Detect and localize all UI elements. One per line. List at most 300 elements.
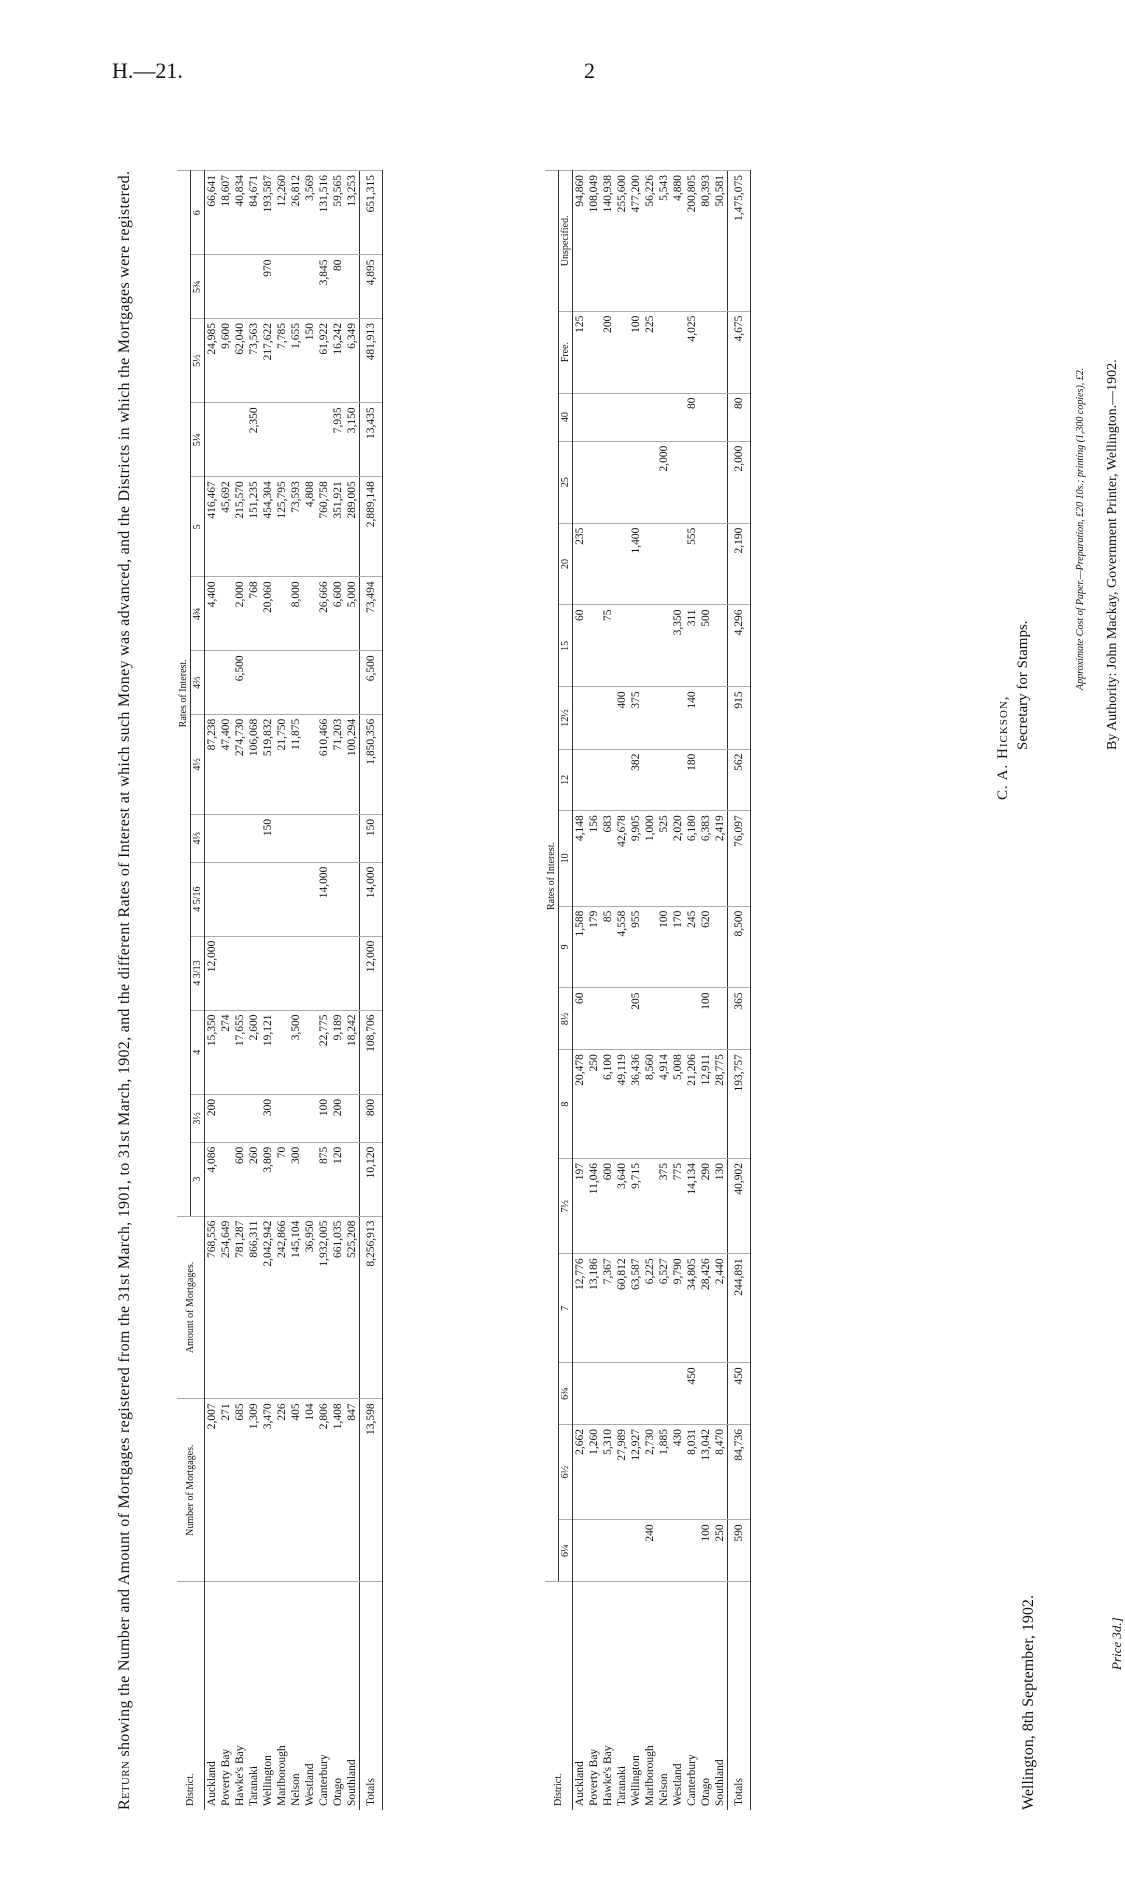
- table-cell: 311: [685, 605, 699, 687]
- table-cell: 661,035: [331, 1216, 345, 1399]
- table-cell: 56,226: [643, 171, 657, 312]
- table-cell: [205, 403, 220, 477]
- table-cell: 13,186: [587, 1254, 601, 1363]
- table-cell: [219, 1094, 233, 1142]
- table-cell: [345, 1142, 360, 1216]
- table-cell: [629, 393, 643, 441]
- table-cell: 4,086: [205, 1142, 220, 1216]
- table-cell: 375: [657, 1159, 671, 1254]
- table-cell: 47,400: [219, 714, 233, 814]
- table-cell: 84,671: [247, 171, 261, 256]
- table-cell: 1,400: [629, 523, 643, 605]
- district-name: Southland: [345, 1582, 360, 1811]
- table-cell: [289, 255, 303, 318]
- table-row: [247, 171, 261, 1811]
- table2-rate-header-9: 12: [559, 749, 573, 811]
- table-cell: [219, 936, 233, 1010]
- table-cell: [303, 936, 317, 1010]
- table-cell: 6,600: [331, 577, 345, 651]
- printer-authority: By Authority: John Mackay, Government Printer, Wellington.—1902.: [1105, 359, 1120, 750]
- table-cell: 6,349: [345, 318, 360, 402]
- table-cell: 6,383: [699, 811, 713, 906]
- table-cell: [629, 1520, 643, 1582]
- table1-rate-header-7: 4⅔: [191, 651, 205, 714]
- table-cell: [261, 651, 275, 714]
- table-cell: 500: [699, 605, 713, 687]
- table-cell: 12,927: [629, 1424, 643, 1519]
- table-cell: [587, 1520, 601, 1582]
- table-cell: [317, 814, 331, 862]
- table-cell: 5,008: [671, 1050, 685, 1159]
- totals-cell: 12,000: [360, 936, 383, 1010]
- table-row: [699, 171, 713, 1811]
- table-cell: [331, 936, 345, 1010]
- district-name: Taranaki: [247, 1582, 261, 1811]
- totals-cell: 4,296: [728, 605, 751, 687]
- table-cell: [289, 862, 303, 936]
- district-name: Wellington: [261, 1582, 275, 1811]
- table-cell: 477,200: [629, 171, 643, 312]
- totals-cell: 108,706: [360, 1010, 383, 1094]
- table2-rate-header-14: 40: [559, 393, 573, 441]
- table-cell: 170: [671, 906, 685, 988]
- table-cell: [219, 651, 233, 714]
- table-cell: 3,470: [261, 1399, 275, 1582]
- table-cell: 13,042: [699, 1424, 713, 1519]
- table-cell: [643, 523, 657, 605]
- table-cell: [219, 814, 233, 862]
- table-row: [233, 171, 247, 1811]
- table-cell: [615, 311, 629, 393]
- table-cell: 6,527: [657, 1254, 671, 1363]
- totals-cell: 73,494: [360, 577, 383, 651]
- table-cell: [643, 393, 657, 441]
- table-cell: [601, 1363, 615, 1425]
- table-cell: [713, 1363, 728, 1425]
- page-code: H.—21.: [112, 58, 183, 83]
- table-cell: 430: [671, 1424, 685, 1519]
- table-cell: 9,790: [671, 1254, 685, 1363]
- table-cell: 250: [713, 1520, 728, 1582]
- table-cell: [601, 749, 615, 811]
- table-cell: 205: [629, 988, 643, 1050]
- table-cell: 85: [601, 906, 615, 988]
- cost-note: Approximate Cost of Paper.—Preparation, £20 10s.; printing (1,300 copies), £2.: [1075, 367, 1086, 690]
- table-cell: [587, 441, 601, 523]
- totals-cell: 14,000: [360, 862, 383, 936]
- t1-rates-header: Rates of Interest.: [177, 171, 191, 1217]
- table-cell: 18,607: [219, 171, 233, 256]
- table-cell: [233, 936, 247, 1010]
- table-cell: 875: [317, 1142, 331, 1216]
- table-cell: [289, 1094, 303, 1142]
- table-cell: [205, 862, 220, 936]
- table-cell: [303, 577, 317, 651]
- table-cell: 21,206: [685, 1050, 699, 1159]
- table-cell: 73,593: [289, 477, 303, 577]
- table-cell: 7,367: [601, 1254, 615, 1363]
- table-cell: [219, 862, 233, 936]
- table-cell: [247, 255, 261, 318]
- table-cell: 20,060: [261, 577, 275, 651]
- district-name: Otago: [331, 1582, 345, 1811]
- table-cell: 9,715: [629, 1159, 643, 1254]
- table-cell: [643, 988, 657, 1050]
- table-cell: 1,655: [289, 318, 303, 402]
- table-cell: 15,350: [205, 1010, 220, 1094]
- table-cell: 9,905: [629, 811, 643, 906]
- district-name: Hawke's Bay: [233, 1582, 247, 1811]
- table-cell: 73,563: [247, 318, 261, 402]
- table-cell: [671, 523, 685, 605]
- table-cell: [671, 988, 685, 1050]
- table-cell: [303, 714, 317, 814]
- district-name: Marlborough: [643, 1582, 657, 1811]
- table-cell: 200: [331, 1094, 345, 1142]
- table-cell: [275, 403, 289, 477]
- table-cell: 151,235: [247, 477, 261, 577]
- table-cell: 45,692: [219, 477, 233, 577]
- totals-cell: 651,315: [360, 171, 383, 256]
- table-cell: [261, 403, 275, 477]
- table-cell: 80: [331, 255, 345, 318]
- table-cell: 5,310: [601, 1424, 615, 1519]
- district-name: Auckland: [573, 1582, 588, 1811]
- table-cell: 610,466: [317, 714, 331, 814]
- table-cell: [247, 814, 261, 862]
- signature-name: C. A. Hickson,: [995, 695, 1011, 800]
- table-cell: [587, 687, 601, 749]
- table-cell: [615, 988, 629, 1050]
- t2-rates-header: Rates of Interest.: [545, 171, 559, 1582]
- district-name: Nelson: [289, 1582, 303, 1811]
- table-row: [615, 171, 629, 1811]
- table-cell: 4,148: [573, 811, 588, 906]
- table-cell: 60: [573, 605, 588, 687]
- table-cell: [671, 687, 685, 749]
- document-title: [115, 170, 135, 1810]
- table-row: [573, 171, 588, 1811]
- table-cell: 226: [275, 1399, 289, 1582]
- table-cell: 2,042,942: [261, 1216, 275, 1399]
- table2-rate-header-1: 6½: [559, 1424, 573, 1519]
- table-cell: [713, 393, 728, 441]
- table-cell: [247, 862, 261, 936]
- table-cell: [685, 1520, 699, 1582]
- table-cell: [303, 255, 317, 318]
- district-name: Poverty Bay: [587, 1582, 601, 1811]
- table2-rate-header-8: 10: [559, 811, 573, 906]
- table-cell: 40,834: [233, 171, 247, 256]
- table-cell: 289,005: [345, 477, 360, 577]
- table-cell: 34,805: [685, 1254, 699, 1363]
- table-cell: 955: [629, 906, 643, 988]
- table-row: [587, 171, 601, 1811]
- totals-cell: 193,757: [728, 1050, 751, 1159]
- table-cell: 18,242: [345, 1010, 360, 1094]
- table-cell: 19,121: [261, 1010, 275, 1094]
- totals-cell: 1,475,075: [728, 171, 751, 312]
- table-cell: 4,914: [657, 1050, 671, 1159]
- table-cell: 16,242: [331, 318, 345, 402]
- table-cell: 1,309: [247, 1399, 261, 1582]
- table-cell: 145,104: [289, 1216, 303, 1399]
- table-cell: [671, 393, 685, 441]
- table-row: [601, 171, 615, 1811]
- table-cell: 5,543: [657, 171, 671, 312]
- table-cell: [615, 523, 629, 605]
- table-cell: [713, 311, 728, 393]
- table-cell: [713, 523, 728, 605]
- table-row: [317, 171, 331, 1811]
- table-cell: [587, 311, 601, 393]
- table-cell: 6,225: [643, 1254, 657, 1363]
- totals-label: Totals: [360, 1582, 383, 1811]
- table-cell: 2,020: [671, 811, 685, 906]
- table-cell: [629, 605, 643, 687]
- table-cell: 260: [247, 1142, 261, 1216]
- table-cell: [233, 862, 247, 936]
- table-cell: 108,049: [587, 171, 601, 312]
- table-cell: 685: [233, 1399, 247, 1582]
- table1-rate-header-6: 4½: [191, 714, 205, 814]
- table-cell: [317, 936, 331, 1010]
- table-cell: 4,025: [685, 311, 699, 393]
- table-cell: 400: [615, 687, 629, 749]
- table-cell: 2,000: [657, 441, 671, 523]
- table-cell: 2,806: [317, 1399, 331, 1582]
- table-cell: 27,989: [615, 1424, 629, 1519]
- totals-cell: 2,190: [728, 523, 751, 605]
- table2-rate-header-16: Unspecified.: [559, 171, 573, 312]
- table-cell: [699, 1363, 713, 1425]
- table-row: [205, 171, 220, 1811]
- table-cell: 100: [657, 906, 671, 988]
- table-cell: [601, 1520, 615, 1582]
- totals-cell: 13,598: [360, 1399, 383, 1582]
- table-cell: [587, 393, 601, 441]
- table-cell: [671, 441, 685, 523]
- table-cell: 11,875: [289, 714, 303, 814]
- district-name: Taranaki: [615, 1582, 629, 1811]
- totals-cell: 6,500: [360, 651, 383, 714]
- table-cell: 12,000: [205, 936, 220, 1010]
- table-cell: 274,730: [233, 714, 247, 814]
- table-cell: [657, 311, 671, 393]
- totals-cell: 76,097: [728, 811, 751, 906]
- table1-rate-header-12: 5¾: [191, 255, 205, 318]
- totals-cell: 800: [360, 1094, 383, 1142]
- table-cell: 3,150: [345, 403, 360, 477]
- table-row: [643, 171, 657, 1811]
- table-cell: [573, 1520, 588, 1582]
- table-cell: [219, 577, 233, 651]
- table-cell: 1,932,005: [317, 1216, 331, 1399]
- table-cell: 775: [671, 1159, 685, 1254]
- table-cell: [615, 1520, 629, 1582]
- table-row: [331, 171, 345, 1811]
- totals-cell: 4,675: [728, 311, 751, 393]
- table-cell: 454,304: [261, 477, 275, 577]
- table-cell: [247, 651, 261, 714]
- table-row: [275, 171, 289, 1811]
- table-cell: 1,588: [573, 906, 588, 988]
- table-cell: [587, 605, 601, 687]
- table-cell: [657, 1520, 671, 1582]
- table-cell: 13,253: [345, 171, 360, 256]
- table-row: [303, 171, 317, 1811]
- table2-rate-header-2: 6¾: [559, 1363, 573, 1425]
- table-cell: 28,775: [713, 1050, 728, 1159]
- mortgage-table-1: [177, 170, 383, 1810]
- table-cell: 2,662: [573, 1424, 588, 1519]
- table-cell: 217,622: [261, 318, 275, 402]
- table-cell: [275, 1010, 289, 1094]
- table-cell: 405: [289, 1399, 303, 1582]
- table-cell: 28,426: [699, 1254, 713, 1363]
- table-cell: [685, 988, 699, 1050]
- table1-rate-header-4: 4 5/16: [191, 862, 205, 936]
- table-cell: [345, 255, 360, 318]
- table-cell: 140: [685, 687, 699, 749]
- table-cell: 1,260: [587, 1424, 601, 1519]
- table-cell: 120: [331, 1142, 345, 1216]
- table-cell: [275, 255, 289, 318]
- table-cell: [345, 814, 360, 862]
- table-cell: 1,885: [657, 1424, 671, 1519]
- title-rest: showing the Number and Amount of Mortgages registered from the 31st March, 1901, to 31st March, 1902, and the different Rates of Interest at which such Money was advanced, and the Districts in which the Mortgages were registered.: [116, 170, 133, 1761]
- district-name: Poverty Bay: [219, 1582, 233, 1811]
- table1-rate-header-8: 4¾: [191, 577, 205, 651]
- table-cell: [587, 1363, 601, 1425]
- totals-row: [728, 171, 751, 1811]
- table-cell: [205, 255, 220, 318]
- table-cell: 150: [261, 814, 275, 862]
- table-cell: [233, 814, 247, 862]
- t1-amount-header: Amount of Mortgages.: [177, 1216, 205, 1399]
- table-cell: [573, 687, 588, 749]
- table-cell: 781,287: [233, 1216, 247, 1399]
- district-name: Westland: [303, 1582, 317, 1811]
- table-cell: [345, 936, 360, 1010]
- table-cell: [317, 651, 331, 714]
- table-cell: [601, 687, 615, 749]
- totals-cell: 481,913: [360, 318, 383, 402]
- table-cell: [713, 605, 728, 687]
- table-cell: [345, 862, 360, 936]
- table2-rate-header-13: 25: [559, 441, 573, 523]
- table-cell: [275, 936, 289, 1010]
- table-cell: [219, 255, 233, 318]
- table-cell: 2,440: [713, 1254, 728, 1363]
- table-cell: 555: [685, 523, 699, 605]
- table-cell: 140,938: [601, 171, 615, 312]
- table-cell: [643, 906, 657, 988]
- table-cell: 3,845: [317, 255, 331, 318]
- table-cell: 49,119: [615, 1050, 629, 1159]
- table-cell: 66,641: [205, 171, 220, 256]
- table-cell: [289, 403, 303, 477]
- table-row: [261, 171, 275, 1811]
- table-cell: [247, 1094, 261, 1142]
- table-row: [657, 171, 671, 1811]
- table-cell: [699, 687, 713, 749]
- table1-rate-header-5: 4⅓: [191, 814, 205, 862]
- table-cell: [303, 1142, 317, 1216]
- table-cell: 525: [657, 811, 671, 906]
- table-cell: [699, 393, 713, 441]
- table-cell: 866,311: [247, 1216, 261, 1399]
- table-cell: 14,134: [685, 1159, 699, 1254]
- table-cell: 3,350: [671, 605, 685, 687]
- table-cell: 683: [601, 811, 615, 906]
- table-cell: [657, 749, 671, 811]
- table-cell: 215,570: [233, 477, 247, 577]
- table-cell: [303, 814, 317, 862]
- table-cell: 100: [699, 1520, 713, 1582]
- table2-rate-header-6: 8½: [559, 988, 573, 1050]
- table-cell: 6,100: [601, 1050, 615, 1159]
- totals-cell: 8,256,913: [360, 1216, 383, 1399]
- district-name: Wellington: [629, 1582, 643, 1811]
- table-cell: [643, 441, 657, 523]
- table-cell: 4,880: [671, 171, 685, 312]
- totals-cell: 915: [728, 687, 751, 749]
- table-cell: 6,180: [685, 811, 699, 906]
- table-cell: 5,000: [345, 577, 360, 651]
- district-name: Westland: [671, 1582, 685, 1811]
- table-cell: 768,556: [205, 1216, 220, 1399]
- district-name: Hawke's Bay: [601, 1582, 615, 1811]
- table-cell: 382: [629, 749, 643, 811]
- table-cell: 8,560: [643, 1050, 657, 1159]
- table1-rate-header-11: 5½: [191, 318, 205, 402]
- table-row: [219, 171, 233, 1811]
- table-cell: [615, 749, 629, 811]
- table-cell: [261, 862, 275, 936]
- table-cell: 519,832: [261, 714, 275, 814]
- totals-cell: 2,889,148: [360, 477, 383, 577]
- table1-rate-header-9: 5: [191, 477, 205, 577]
- table-cell: 200: [205, 1094, 220, 1142]
- table-cell: [261, 936, 275, 1010]
- table-cell: [331, 814, 345, 862]
- table-cell: [699, 523, 713, 605]
- table-cell: [713, 687, 728, 749]
- table2-rate-header-5: 8: [559, 1050, 573, 1159]
- table-cell: 225: [643, 311, 657, 393]
- table1-rate-header-2: 4: [191, 1010, 205, 1094]
- table-cell: [303, 651, 317, 714]
- table-cell: [601, 393, 615, 441]
- table-cell: 8,000: [289, 577, 303, 651]
- table-cell: [657, 605, 671, 687]
- table-cell: [685, 441, 699, 523]
- table-cell: [713, 441, 728, 523]
- table-cell: [345, 651, 360, 714]
- table-cell: [317, 403, 331, 477]
- table-cell: 106,068: [247, 714, 261, 814]
- table1-rate-header-13: 6: [191, 171, 205, 256]
- table-cell: 970: [261, 255, 275, 318]
- table-cell: 271: [219, 1399, 233, 1582]
- district-name: Auckland: [205, 1582, 220, 1811]
- table-cell: [275, 577, 289, 651]
- table-cell: [713, 906, 728, 988]
- table-cell: 8,031: [685, 1424, 699, 1519]
- table-cell: [671, 311, 685, 393]
- table-cell: [615, 441, 629, 523]
